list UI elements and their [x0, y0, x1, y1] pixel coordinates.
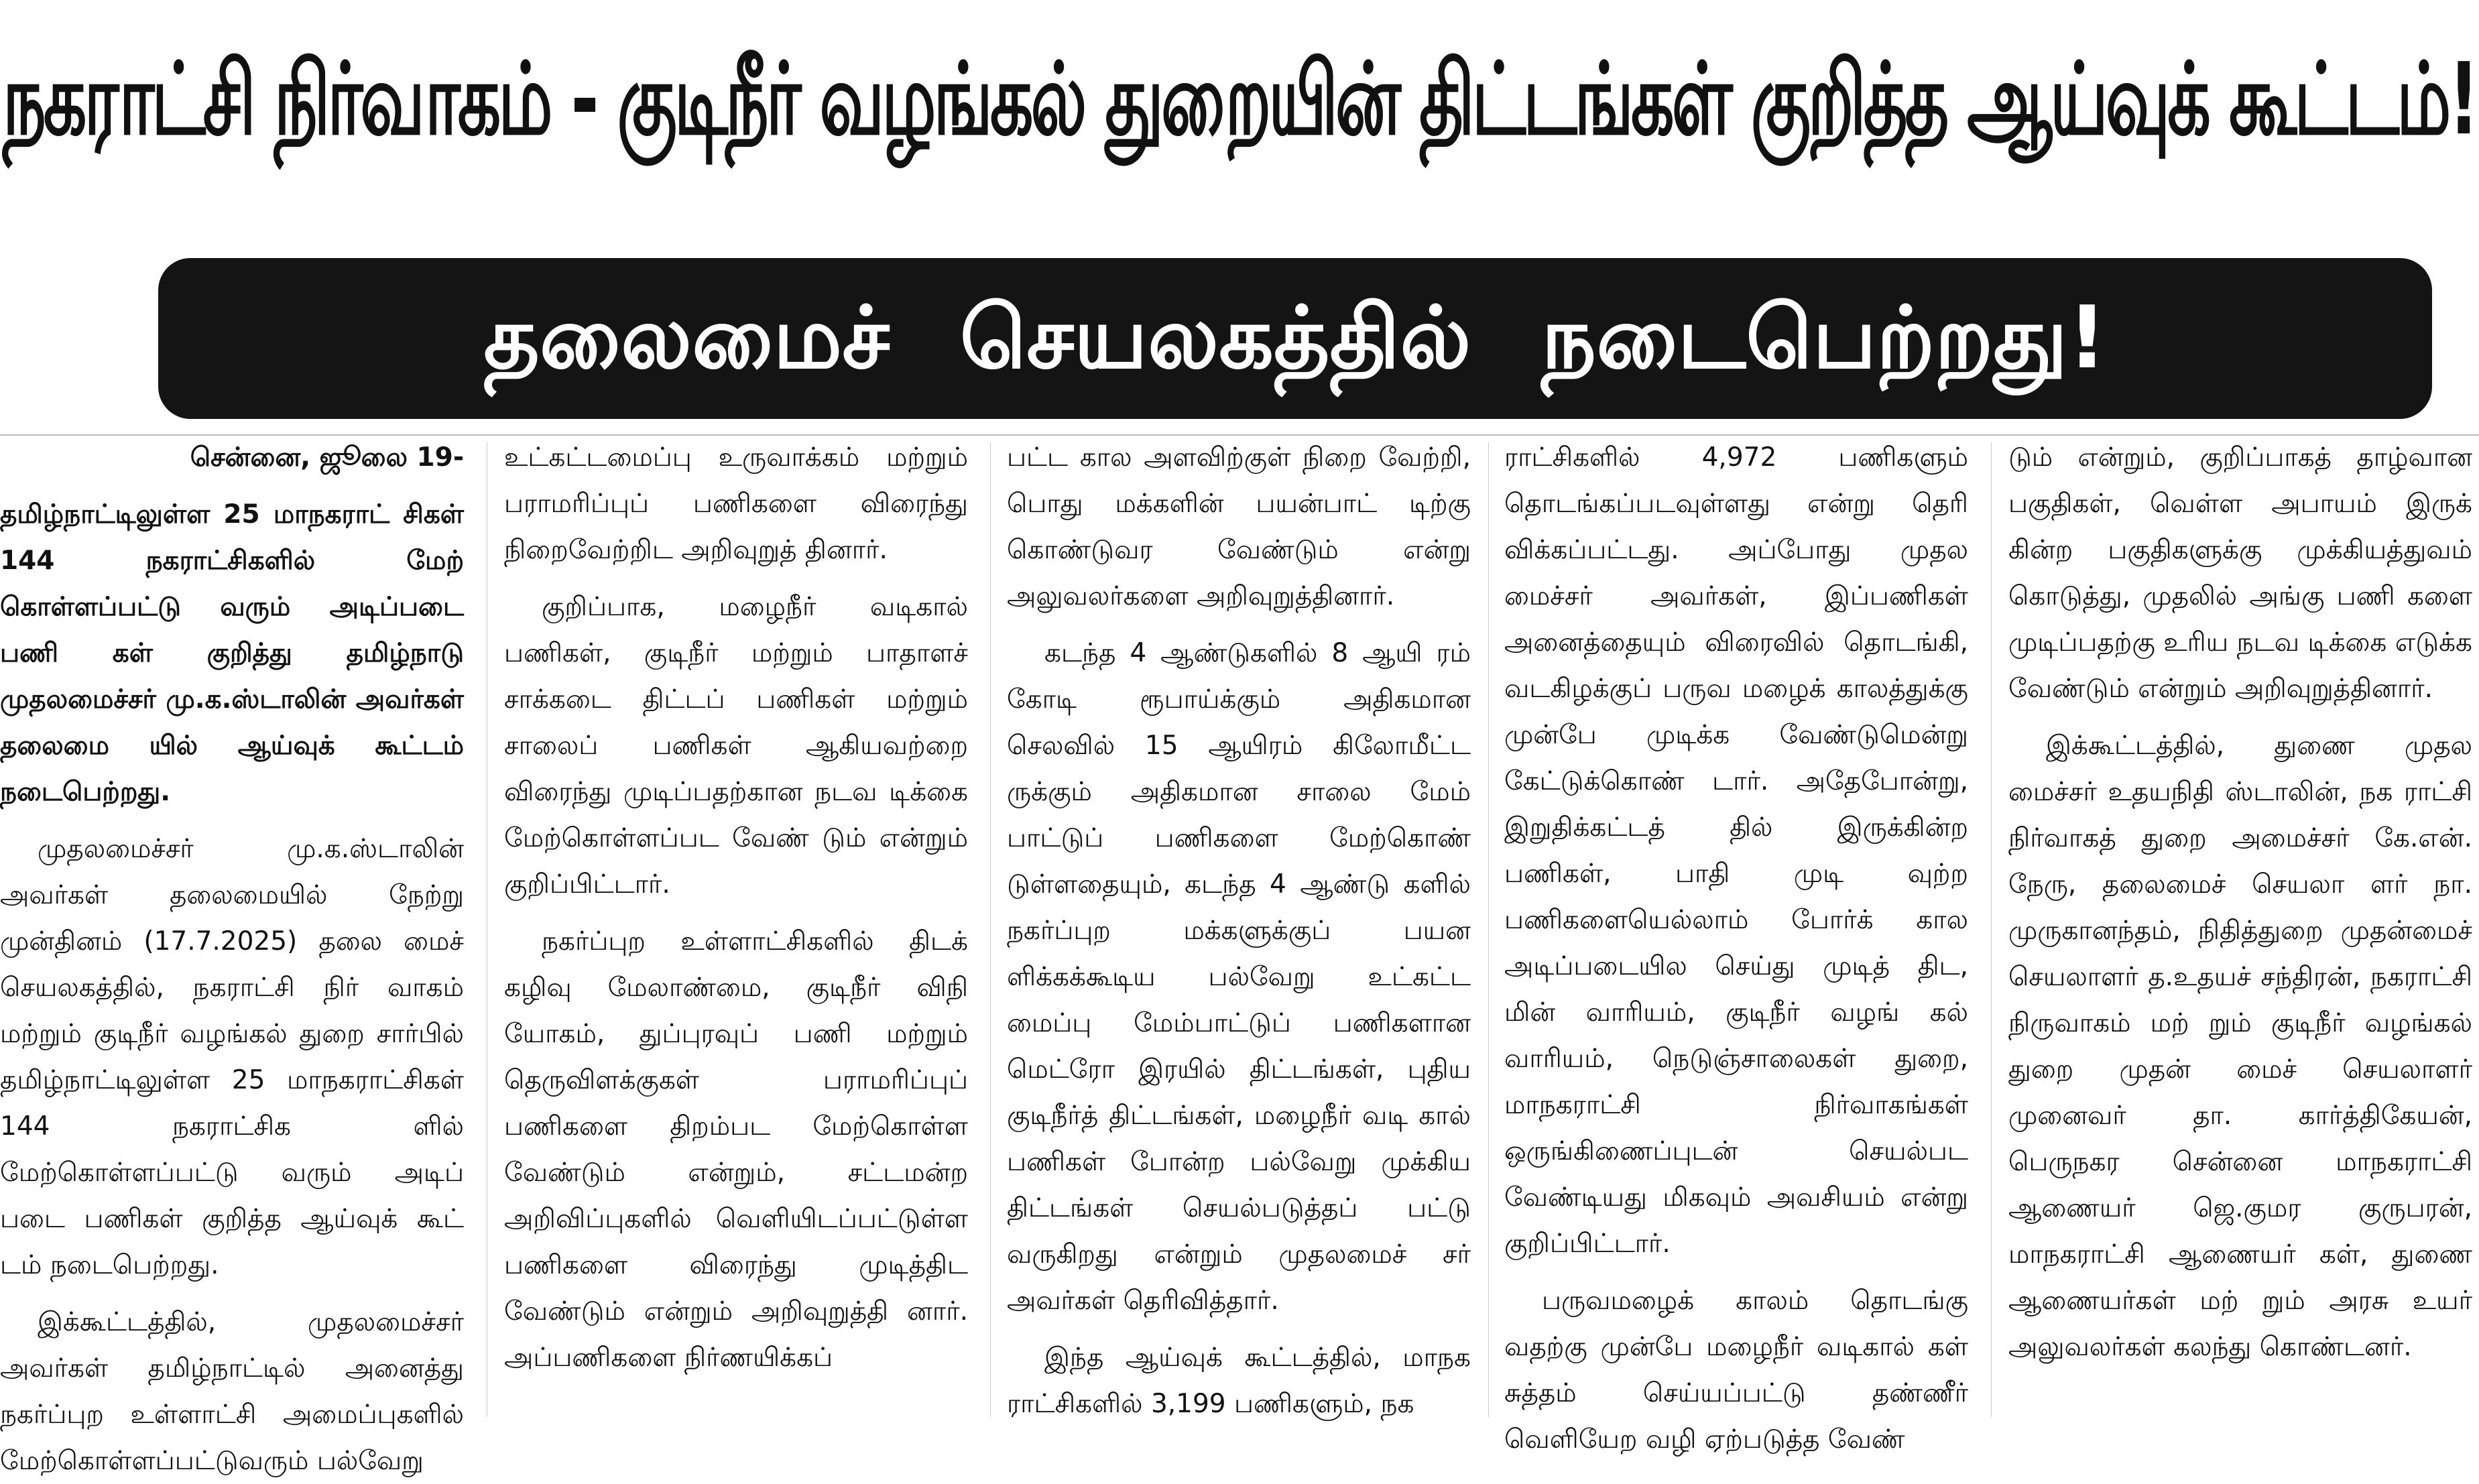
article-paragraph: பட்ட கால அளவிற்குள் நிறை வேற்றி, பொது மக்களின் பயன்பாட் டிற்கு கொண்டுவர வேண்டும் என்று அலுவலர்களை அறிவுறுத்தினார். [1007, 442, 1471, 611]
article-paragraph: பருவமழைக் காலம் தொடங்கு வதற்கு முன்பே மழைநீர் வடிகால் கள் சுத்தம் செய்யப்பட்டு தண்ணீர் வெளியேற வழி ஏற்படுத்த வேண் [1504, 1286, 1968, 1455]
article-column-1 [0, 434, 464, 1476]
lead-paragraph: தமிழ்நாட்டிலுள்ள 25 மாநகராட் சிகள் 144 நகராட்சிகளில் மேற் கொள்ளப்பட்டு வரும் அடிப்படை பணி கள் குறித்து தமிழ்நாடு முதலமைச்சர் மு.க.ஸ்டாலின் அவர்கள் தலைமை யில் ஆய்வுக் கூட்டம் நடைபெற்றது. [0, 499, 464, 807]
article-paragraph: குறிப்பாக, மழைநீர் வடிகால் பணிகள், குடிநீர் மற்றும் பாதாளச் சாக்கடை திட்டப் பணிகள் மற்றும் சாலைப் பணிகள் ஆகியவற்றை விரைந்து முடிப்பதற்கான நடவ டிக்கை மேற்கொள்ளப்பட வேண் டும் என்றும் குறிப்பிட்டார். [504, 592, 968, 900]
article-paragraph: ராட்சிகளில் 4,972 பணிகளும் தொடங்கப்படவுள்ளது என்று தெரி விக்கப்பட்டது. அப்போது முதல மைச்சர் அவர்கள், இப்பணிகள் அனைத்தையும் விரைவில் தொடங்கி, வடகிழக்குப் பருவ மழைக் காலத்துக்கு முன்பே முடிக்க வேண்டுமென்று கேட்டுக்கொண் டார். அதேபோன்று, இறுதிக்கட்டத் தில் இருக்கின்ற பணிகள், பாதி முடி வுற்ற பணிகளையெல்லாம் போர்க் கால அடிப்படையில செய்து முடித் திட, மின் வாரியம், குடிநீர் வழங் கல் வாரியம், நெடுஞ்சாலைகள் துறை, மாநகராட்சி நிர்வாகங்கள் ஒருங்கிணைப்புடன் செயல்பட வேண்டியது மிகவும் அவசியம் என்று குறிப்பிட்டார். [1504, 442, 1968, 1259]
article-column-5 [2008, 434, 2472, 1417]
article-paragraph: இக்கூட்டத்தில், துணை முதல மைச்சர் உதயநிதி ஸ்டாலின், நக ராட்சி நிர்வாகத் துறை அமைச்சர் கே.என். நேரு, தலைமைச் செயலா ளர் நா. முருகானந்தம், நிதித்துறை முதன்மைச் செயலாளர் த.உதயச் சந்திரன், நகராட்சி நிருவாகம் மற் றும் குடிநீர் வழங்கல் துறை முதன் மைச் செயலாளர் முனைவர் தா. கார்த்திகேயன், பெருநகர சென்னை மாநகராட்சி ஆணையர் ஜெ.குமர குருபரன், மாநகராட்சி ஆணையர் கள், துணை ஆணையர்கள் மற் றும் அரசு உயர் அலுவலர்கள் கலந்து கொண்டனர். [2008, 731, 2472, 1362]
article-column-4 [1504, 434, 1968, 1455]
headline: நகராட்சி நிர்வாகம் - குடிநீர் வழங்கல் துறையின் திட்டங்கள் குறித்த ஆய்வுக் கூட்டம்! [3, 42, 2477, 157]
article-paragraph: கடந்த 4 ஆண்டுகளில் 8 ஆயி ரம் கோடி ரூபாய்க்கும் அதிகமான செலவில் 15 ஆயிரம் கிலோமீட்ட ருக்கும் அதிகமான சாலை மேம் பாட்டுப் பணிகளை மேற்கொண் டுள்ளதையும், கடந்த 4 ஆண்டு களில் நகர்ப்புற மக்களுக்குப் பயன ளிக்கக்கூடிய பல்வேறு உட்கட்ட மைப்பு மேம்பாட்டுப் பணிகளான மெட்ரோ இரயில் திட்டங்கள், புதிய குடிநீர்த் திட்டங்கள், மழைநீர் வடி கால் பணிகள் போன்ற பல்வேறு முக்கிய திட்டங்கள் செயல்படுத்தப் பட்டு வருகிறது என்றும் முதலமைச் சர் அவர்கள் தெரிவித்தார். [1007, 638, 1471, 1316]
subheadline-banner [158, 258, 2432, 419]
column-divider [1991, 442, 1992, 1417]
article-column-2 [504, 434, 968, 1417]
article-paragraph: நகர்ப்புற உள்ளாட்சிகளில் திடக் கழிவு மேலாண்மை, குடிநீர் விநி யோகம், துப்புரவுப் பணி மற்றும் தெருவிளக்குகள் பராமரிப்புப் பணிகளை திறம்பட மேற்கொள்ள வேண்டும் என்றும், சட்டமன்ற அறிவிப்புகளில் வெளியிடப்பட்டுள்ள பணிகளை விரைந்து முடித்திட வேண்டும் என்றும் அறிவுறுத்தி னார். அப்பணிகளை நிர்ணயிக்கப் [504, 926, 968, 1373]
subheadline: தலைமைச் செயலகத்தில் நடைபெற்றது! [483, 288, 2107, 388]
article-paragraph: முதலமைச்சர் மு.க.ஸ்டாலின் அவர்கள் தலைமையில் நேற்று முன்தினம் (17.7.2025) தலை மைச் செயலகத்தில், நகராட்சி நிர் வாகம் மற்றும் குடிநீர் வழங்கல் துறை சார்பில் தமிழ்நாட்டிலுள்ள 25 மாநகராட்சிகள் 144 நகராட்சிக ளில் மேற்கொள்ளப்பட்டு வரும் அடிப் படை பணிகள் குறித்த ஆய்வுக் கூட் டம் நடைபெற்றது. [0, 834, 464, 1280]
article-paragraph: இக்கூட்டத்தில், முதலமைச்சர் அவர்கள் தமிழ்நாட்டில் அனைத்து நகர்ப்புற உள்ளாட்சி அமைப்புகளில் மேற்கொள்ளப்பட்டுவரும் பல்வேறு [0, 1307, 464, 1476]
dateline: சென்னை, ஜூலை 19- [190, 442, 464, 473]
article-paragraph: உட்கட்டமைப்பு உருவாக்கம் மற்றும் பராமரிப்புப் பணிகளை விரைந்து நிறைவேற்றிட அறிவுறுத் தினார். [504, 442, 968, 565]
article-paragraph: இந்த ஆய்வுக் கூட்டத்தில், மாநக ராட்சிகளில் 3,199 பணிகளும், நக [1007, 1343, 1471, 1419]
headline-banner [0, 0, 2479, 214]
article-column-3 [1007, 434, 1471, 1417]
column-divider [1488, 442, 1489, 1417]
article-paragraph: டும் என்றும், குறிப்பாகத் தாழ்வான பகுதிகள், வெள்ள அபாயம் இருக் கின்ற பகுதிகளுக்கு முக்கியத்துவம் கொடுத்து, முதலில் அங்கு பணி களை முடிப்பதற்கு உரிய நடவ டிக்கை எடுக்க வேண்டும் என்றும் அறிவுறுத்தினார். [2008, 442, 2472, 704]
column-divider [990, 442, 991, 1417]
